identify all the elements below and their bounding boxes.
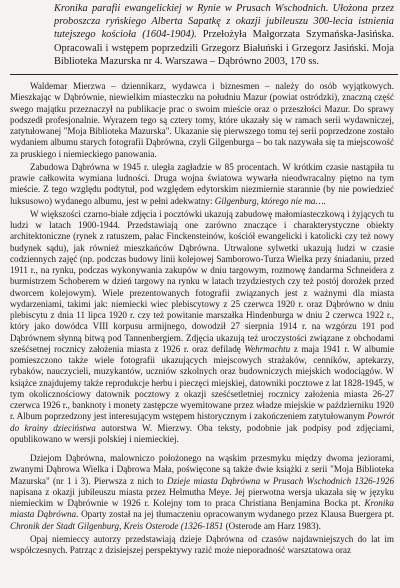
paragraph-4-text-b: napisana z okazji jubileuszu miasta przez Helmutha Meye. Jej pierwotna wersja ukazała się w języku niemieckim w Dąbrównie w 1926 r. Kolejny tom to praca Christiana Benjamina Bocka pt. [10, 486, 394, 509]
paragraph-3-text-a: W większości czarno-białe zdjęcia i pocztówki ukazują zabudowę małomiasteczkową i żyjących tu ludzi w latach 1900-1944. Przedstawiają one zarówno znaczące i charakterystyczne obiekty architektoniczne (rynek z ratuszem, pałac Finckensteinów, kościół ewangelicki i katolicki czy też nowy budynek sądu), jak również mieszkańców Dąbrówna. Utrwalone sylwetki ukazują ludzi w czasie codziennych zajęć (np. podczas budowy linii kolejowej Samborowo-Turza Wielka przy śniadaniu, przed 1911 r., na rynku, podczas wykonywania zakupów w dniu targowym, rozmowę żandarma Schneidera z burmistrzem Schoberem w dzień targowy na rynku w latach trzydziestych czy też postój dorożek przed dworcem kolejowym). Wiele prezentowanych fotografii związanych jest z ważnymi dla miasta wydarzeniami, takimi jak: niemiecki wiec plebiscytowy z 25 czerwca 1920 r. oraz Dąbrówno w dniu plebiscytu z dnia 11 lipca 1920 r. czy też powitanie marszałka Hindenburga w dniu 2 czerwca 1922 r., który jako dowódca VIII korpusu armijnego, dowodził 27 sierpnia 1914 r. na wzgórzu 191 pod Dąbrównem słynną bitwą pod Tannenbergiem. Zdjęcia ukazują też uroczystości związane z obchodami sześćsetnej rocznicy założenia miasta z 1926 r. oraz defiladę [10, 208, 394, 354]
paragraph-3-italic-b: Powrót do krainy dzieciństwa [10, 411, 394, 433]
paragraph-2-subtitle: Gilgenburg, którego nie ma…. [214, 195, 326, 206]
review-header [54, 2, 394, 68]
book-title: Kronika parafii ewangelickiej w Rynie w Prusach Wschodnich. Ułożona przez proboszcza ryńskiego Alberta Sapatkę z okazji jubileuszu 300-lecia istnienia tutejszego kościoła (1604-1904). [54, 3, 394, 41]
paragraph-5 [10, 534, 394, 557]
paragraph-4-italic-b: Kronika miasta Dąbrówna. [10, 498, 394, 520]
paragraph-3 [10, 209, 394, 445]
paragraph-3-italic-a: Wehrmachtu [244, 343, 291, 354]
book-credits: Przełożyła Małgorzata Szymańska-Jasińska. Opracowali i wstępem poprzedzili Grzegorz Białuński i Grzegorz Jasiński. Moja Biblioteka Mazurska nr 4. Warszawa – Dąbrówno 2003, 170 ss. [54, 29, 394, 67]
paragraph-4-italic-c: Chronik der Stadt Gilgenburg, Kreis Osterode (1326-1851 [10, 520, 224, 531]
paragraph-5-text: Opaj niemieccy autorzy przedstawiają dzieje Dąbrówna od czasów najdawniejszych do lat im współczesnych. Patrząc z dzisiejszej perspektywy razić może nieporadność warsztatowa oraz [10, 533, 394, 556]
header-divider [10, 74, 398, 75]
paragraph-2-text: Zabudowa Dąbrówna w 1945 r. uległa zagładzie w 85 procentach. W krótkim czasie nastąpiła tu prawie całkowita wymiana ludności. Druga wojna światowa wywarła nieodwracalny piętno na tym mieście. Z tego względu podtytuł, pod względem edytorskim niezmiernie starannie (by nie powiedzieć luksusowo) wydanego albumu, jest w pełni adekwatny: [10, 161, 394, 206]
paragraph-4-text-c: Oparty został na jej tłumaczeniu opracowanym wydanego przez Klausa Buergera pt. [78, 509, 394, 520]
paragraph-4-italic-a: Dzieje miasta Dąbrówna w Prusach Wschodnich 1326-1926 [166, 475, 395, 486]
paragraph-4-text-a: Dziejom Dąbrówna, malowniczo położonego na wąskim przesmyku między dwoma jeziorami, zwanymi Dąbrowa Wielka i Dąbrowa Mała, poświęcone są także dwie książki z serii "Moja Biblioteka Mazurska" (nr 1 i 3). Pierwsza z nich to [10, 453, 394, 486]
paragraph-4 [10, 453, 394, 532]
paragraph-3-text-c: autorstwa W. Mierzwy. Oba teksty, podobnie jak podpisy pod zdjęciami, opublikowano w wersji polskiej i niemieckiej. [10, 422, 394, 444]
review-body [10, 81, 394, 556]
paragraph-3-text-b: z maja 1941 r. W albumie pomieszczono także wiele fotografii ukazujących miejscowych strażaków, cenników, aptekarzy, rybaków, nauczycieli, muzykantów, uczniów szkolnych oraz budowniczych miejskich wodociągów. W książce znajdujemy także reprodukcje herbu i pieczęci miejskiej, datowniki pocztowe z lat 1828-1945, w tym okolicznościowy datownik pocztowy z okazji sześćsetletniej rocznicy założenia miasta 26-27 czerwca 1926 r., banknoty i monety zastępcze wyemitowane przez władze miejskie w październiku 1920 r. Album poprzedzony jest interesującym wstępem historycznym i zakończeniem zatytułowanym [10, 343, 394, 422]
paragraph-2 [10, 162, 394, 207]
paragraph-1 [10, 81, 394, 160]
paragraph-4-text-d: (Osterode am Harz 1983). [223, 520, 321, 531]
paragraph-1-text: Waldemar Mierzwa – dziennikarz, wydawca i biznesmen – należy do osób wyjątkowych. Mieszkając w Dąbrównie, niewielkim miasteczku na południu Mazur (powiat ostródzki), znaczną część swego majątku przeznaczył na publikacje prac o swoim mieście oraz o przeszłości Mazur. Do sprawy podszedł profesjonalnie. Wyrazem tego są cztery tomy, które ukazały się w ramach serii wydawniczej, zatytułowanej "Moja Biblioteka Mazurska". Ukazanie się pierwszego tomu tej serii poprzedzone zostało wydaniem albumu starych fotografii Dąbrówna, czyli Gilgenburga – bo tak nazywała się ta miejscowość za pruskiego i niemieckiego panowania. [10, 81, 394, 159]
